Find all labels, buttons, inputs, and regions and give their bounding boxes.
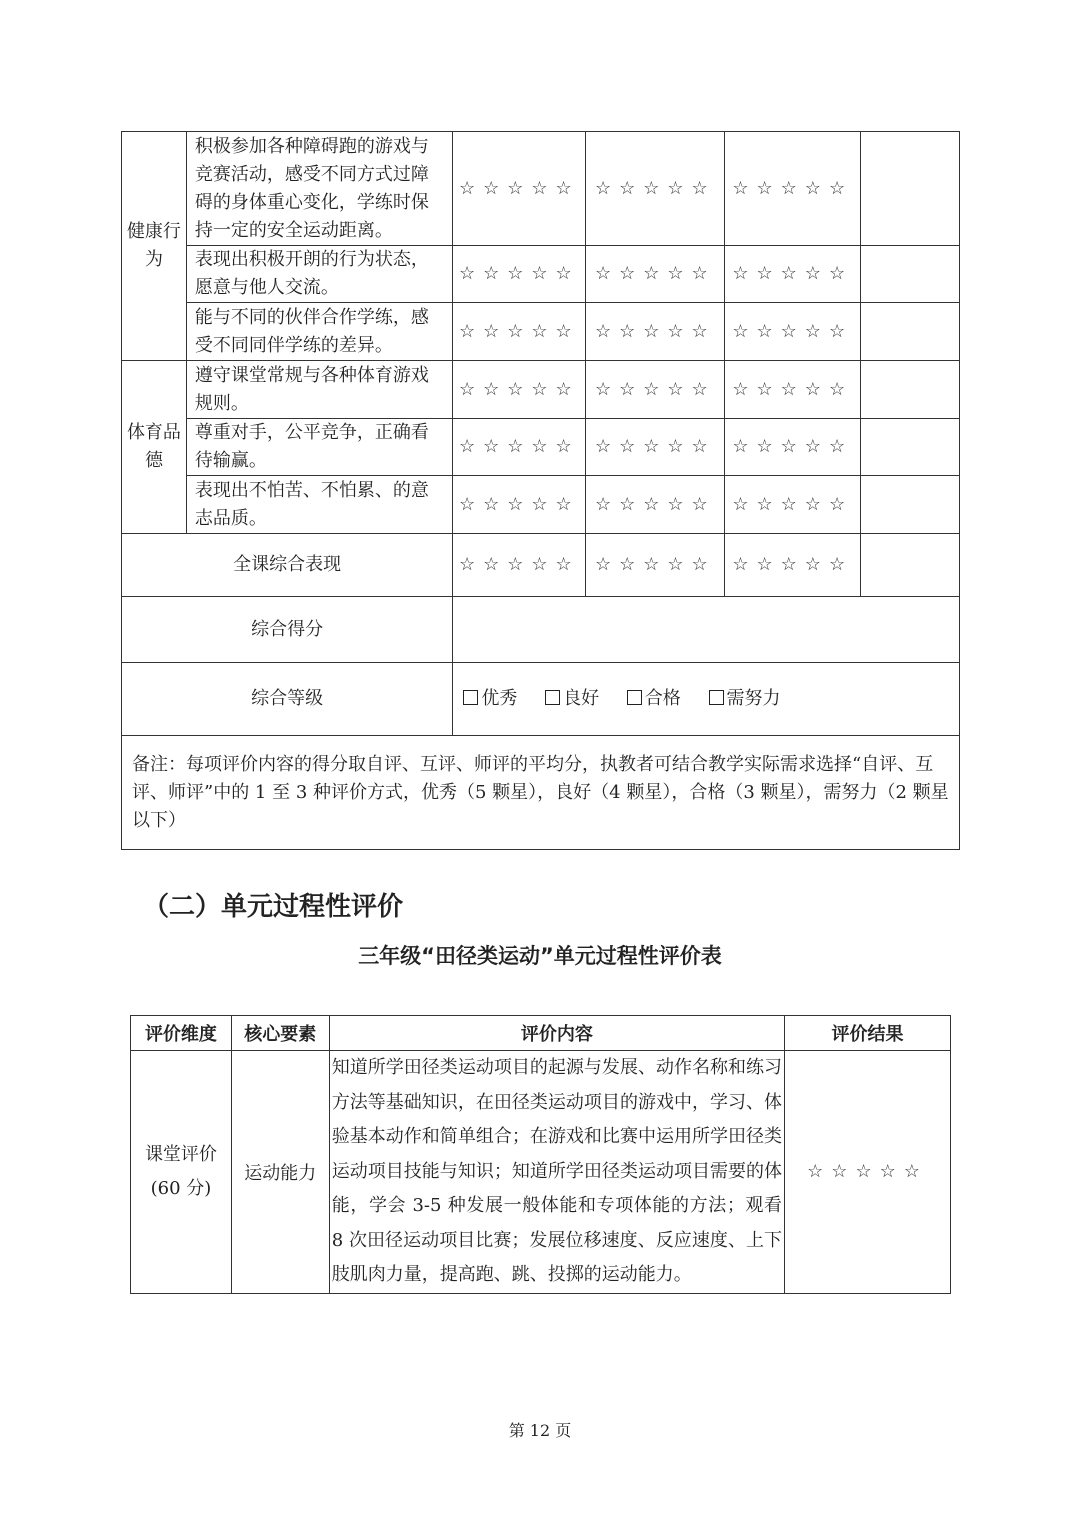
star-rating[interactable]: ☆☆☆☆☆ — [453, 361, 586, 419]
grade-option-good[interactable]: 良好 — [545, 688, 599, 709]
overall-grade-label: 综合等级 — [122, 663, 453, 736]
blank-cell — [861, 419, 960, 476]
star-rating[interactable]: ☆☆☆☆☆ — [586, 303, 725, 361]
star-rating[interactable]: ☆☆☆☆☆ — [725, 361, 861, 419]
star-rating[interactable]: ☆☆☆☆☆ — [586, 476, 725, 534]
page-number: 第 12 页 — [508, 1421, 572, 1440]
lesson-evaluation-table — [121, 131, 960, 850]
overall-score-label: 综合得分 — [122, 597, 453, 663]
grade-option-excellent[interactable]: 优秀 — [463, 688, 517, 709]
blank-cell — [861, 361, 960, 419]
criterion-cell: 尊重对手，公平竞争，正确看待输赢。 — [186, 419, 452, 476]
star-rating[interactable]: ☆☆☆☆☆ — [453, 303, 586, 361]
star-rating[interactable]: ☆☆☆☆☆ — [725, 534, 861, 597]
dimension-score: (60 分) — [150, 1177, 212, 1199]
star-rating[interactable]: ☆☆☆☆☆ — [586, 419, 725, 476]
header-result: 评价结果 — [785, 1016, 951, 1051]
unit-process-evaluation-table — [130, 1015, 951, 1294]
dimension-cell — [131, 1051, 232, 1294]
checkbox-icon[interactable] — [463, 690, 478, 705]
criterion-cell: 表现出不怕苦、不怕累、的意志品质。 — [186, 476, 452, 534]
checkbox-icon[interactable] — [709, 690, 724, 705]
blank-cell — [861, 303, 960, 361]
dimension-health-behavior: 健康行为 — [122, 132, 187, 361]
star-rating[interactable]: ☆☆☆☆☆ — [453, 476, 586, 534]
blank-cell — [861, 476, 960, 534]
section-heading: （二）单元过程性评价 — [143, 892, 404, 922]
star-rating[interactable]: ☆☆☆☆☆ — [725, 246, 861, 303]
grade-option-needs-effort[interactable]: 需努力 — [709, 688, 781, 709]
star-rating[interactable]: ☆☆☆☆☆ — [725, 476, 861, 534]
table-title: 三年级“田径类运动”单元过程性评价表 — [358, 944, 722, 968]
star-rating[interactable]: ☆☆☆☆☆ — [725, 132, 861, 246]
checkbox-icon[interactable] — [627, 690, 642, 705]
star-rating[interactable]: ☆☆☆☆☆ — [586, 132, 725, 246]
checkbox-icon[interactable] — [545, 690, 560, 705]
header-dimension: 评价维度 — [131, 1016, 232, 1051]
blank-cell — [861, 246, 960, 303]
star-rating[interactable]: ☆☆☆☆☆ — [453, 246, 586, 303]
star-rating[interactable]: ☆☆☆☆☆ — [725, 303, 861, 361]
criterion-cell: 遵守课堂常规与各种体育游戏规则。 — [186, 361, 452, 419]
blank-cell — [861, 132, 960, 246]
evaluation-content: 知道所学田径类运动项目的起源与发展、动作名称和练习方法等基础知识，在田径类运动项目的游戏中，学习、体验基本动作和简单组合；在游戏和比赛中运用所学田径类运动项目技能与知识；知道所学田径类运动项目需要的体能，学会 3-5 种发展一般体能和专项体能的方法；观看 8 次田径运动项目比赛；发展位移速度、反应速度、上下肢肌肉力量，提高跑、跳、投掷的运动能力。 — [329, 1051, 784, 1294]
grade-options — [453, 663, 960, 736]
star-rating[interactable]: ☆☆☆☆☆ — [586, 534, 725, 597]
criterion-cell: 能与不同的伙伴合作学练，感受不同同伴学练的差异。 — [186, 303, 452, 361]
star-rating[interactable]: ☆☆☆☆☆ — [586, 361, 725, 419]
result-star-rating[interactable]: ☆☆☆☆☆ — [785, 1051, 951, 1294]
dimension-sport-ethics: 体育品德 — [122, 361, 187, 534]
dimension-label: 课堂评价 — [144, 1143, 217, 1165]
overall-score-value[interactable] — [453, 597, 960, 663]
star-rating[interactable]: ☆☆☆☆☆ — [725, 419, 861, 476]
grade-option-pass[interactable]: 合格 — [627, 688, 681, 709]
star-rating[interactable]: ☆☆☆☆☆ — [453, 132, 586, 246]
remarks-note: 备注：每项评价内容的得分取自评、互评、师评的平均分，执教者可结合教学实际需求选择“自评、互评、师评”中的 1 至 3 种评价方式，优秀（5 颗星），良好（4 颗星），合格（3 颗星），需努力（2 颗星以下） — [122, 736, 960, 850]
star-rating[interactable]: ☆☆☆☆☆ — [586, 246, 725, 303]
overall-performance-label: 全课综合表现 — [122, 534, 453, 597]
criterion-cell: 表现出积极开朗的行为状态，愿意与他人交流。 — [186, 246, 452, 303]
header-core-element: 核心要素 — [231, 1016, 329, 1051]
star-rating[interactable]: ☆☆☆☆☆ — [453, 419, 586, 476]
star-rating[interactable]: ☆☆☆☆☆ — [453, 534, 586, 597]
blank-cell — [861, 534, 960, 597]
header-content: 评价内容 — [329, 1016, 784, 1051]
criterion-cell: 积极参加各种障碍跑的游戏与竞赛活动，感受不同方式过障碍的身体重心变化，学练时保持一定的安全运动距离。 — [186, 132, 452, 246]
core-element-cell: 运动能力 — [231, 1051, 329, 1294]
